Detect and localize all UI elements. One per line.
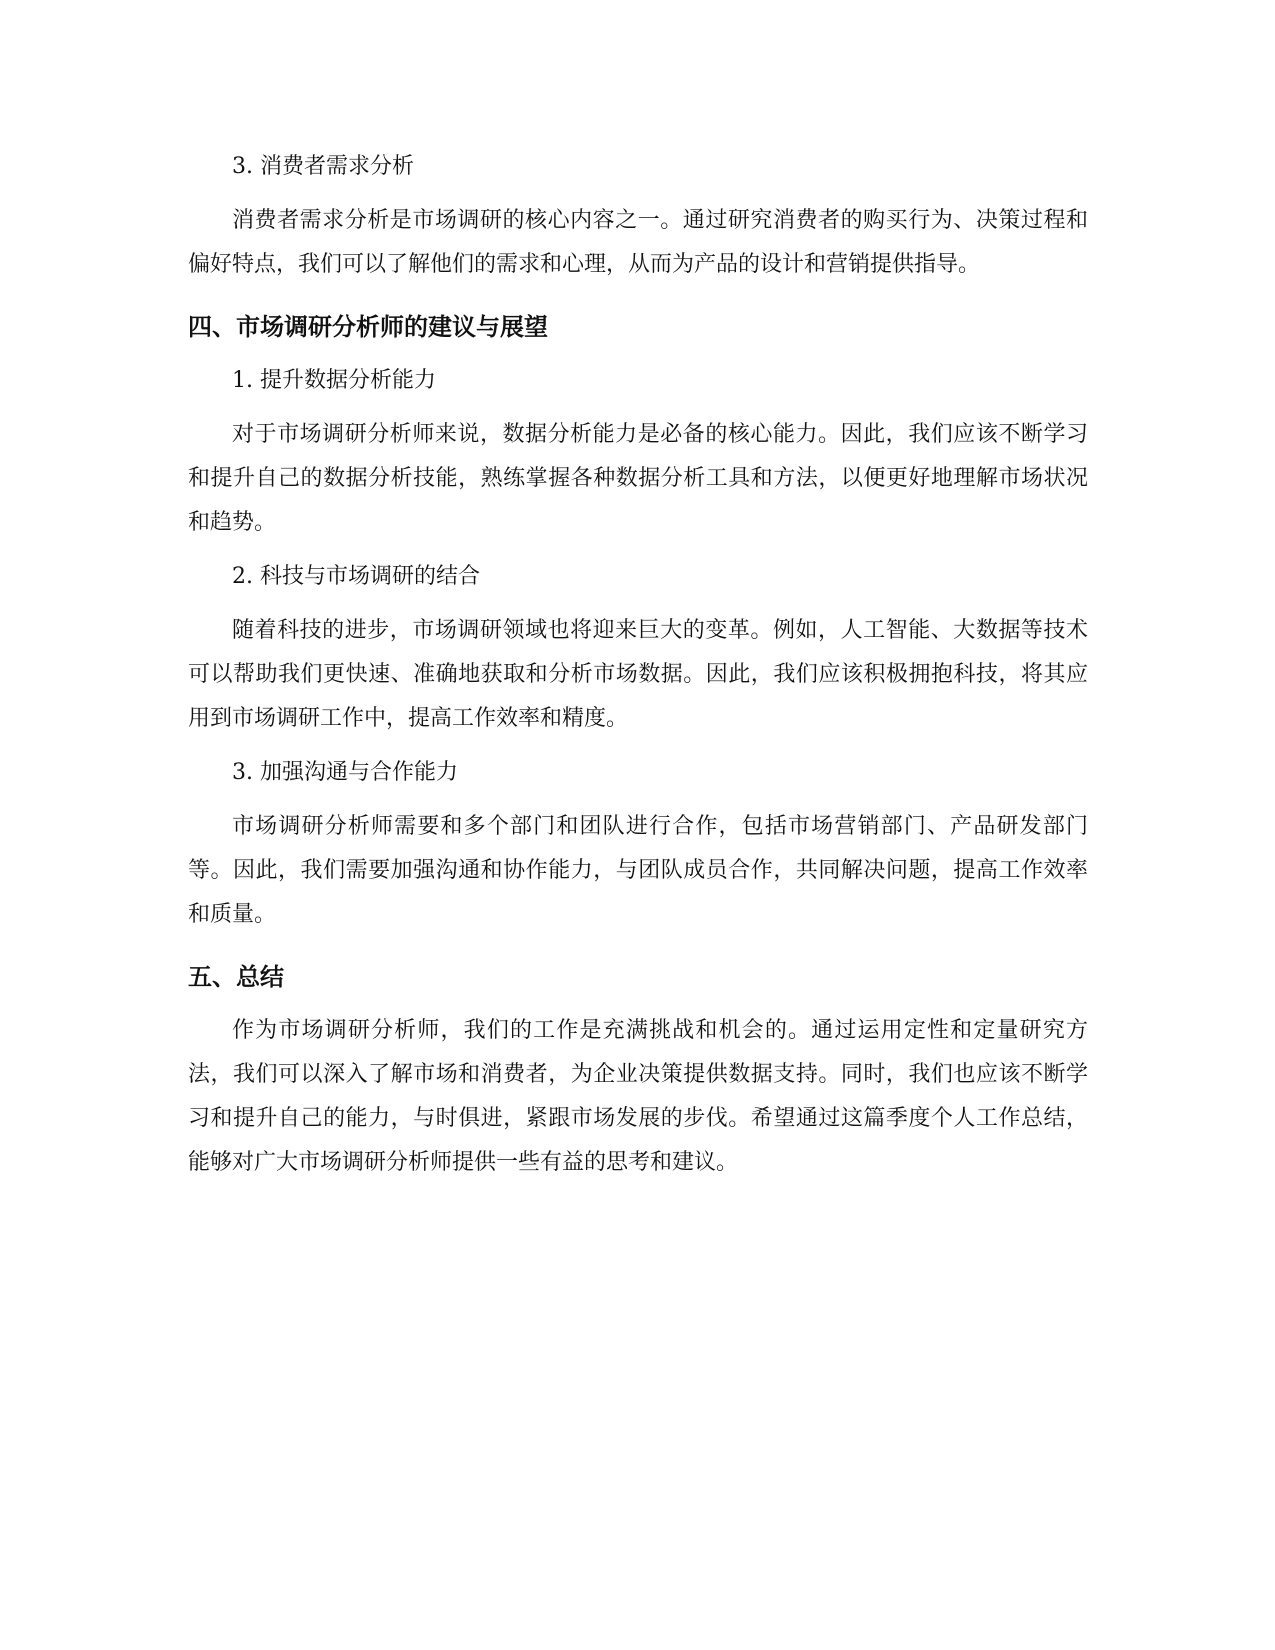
paragraph-communication: 市场调研分析师需要和多个部门和团队进行合作，包括市场营销部门、产品研发部门等。因此，我们需要加强沟通和协作能力，与团队成员合作，共同解决问题，提高工作效率和质量。 [188, 814, 1088, 927]
section-heading-suggestions: 四、市场调研分析师的建议与展望 [188, 313, 548, 341]
paragraph-data-analysis: 对于市场调研分析师来说，数据分析能力是必备的核心能力。因此，我们应该不断学习和提升自己的数据分析技能，熟练掌握各种数据分析工具和方法，以便更好地理解市场状况和趋势。 [188, 422, 1088, 535]
paragraph-summary: 作为市场调研分析师，我们的工作是充满挑战和机会的。通过运用定性和定量研究方法，我们可以深入了解市场和消费者，为企业决策提供数据支持。同时，我们也应该不断学习和提升自己的能力，与时俱进，紧跟市场发展的步伐。希望通过这篇季度个人工作总结，能够对广大市场调研分析师提供一些有益的思考和建议。 [188, 1018, 1088, 1175]
document-body [188, 145, 1088, 1185]
paragraph-tech-integration: 随着科技的进步，市场调研领域也将迎来巨大的变革。例如，人工智能、大数据等技术可以帮助我们更快速、准确地获取和分析市场数据。因此，我们应该积极拥抱科技，将其应用到市场调研工作中，提高工作效率和精度。 [188, 618, 1088, 731]
subheading-tech-integration: 2. 科技与市场调研的结合 [232, 564, 480, 589]
subheading-data-analysis: 1. 提升数据分析能力 [232, 368, 436, 393]
subheading-communication: 3. 加强沟通与合作能力 [232, 760, 458, 785]
subheading-consumer-needs: 3. 消费者需求分析 [232, 154, 414, 179]
paragraph-consumer-needs: 消费者需求分析是市场调研的核心内容之一。通过研究消费者的购买行为、决策过程和偏好特点，我们可以了解他们的需求和心理，从而为产品的设计和营销提供指导。 [188, 208, 1088, 277]
section-heading-summary: 五、总结 [188, 963, 284, 991]
